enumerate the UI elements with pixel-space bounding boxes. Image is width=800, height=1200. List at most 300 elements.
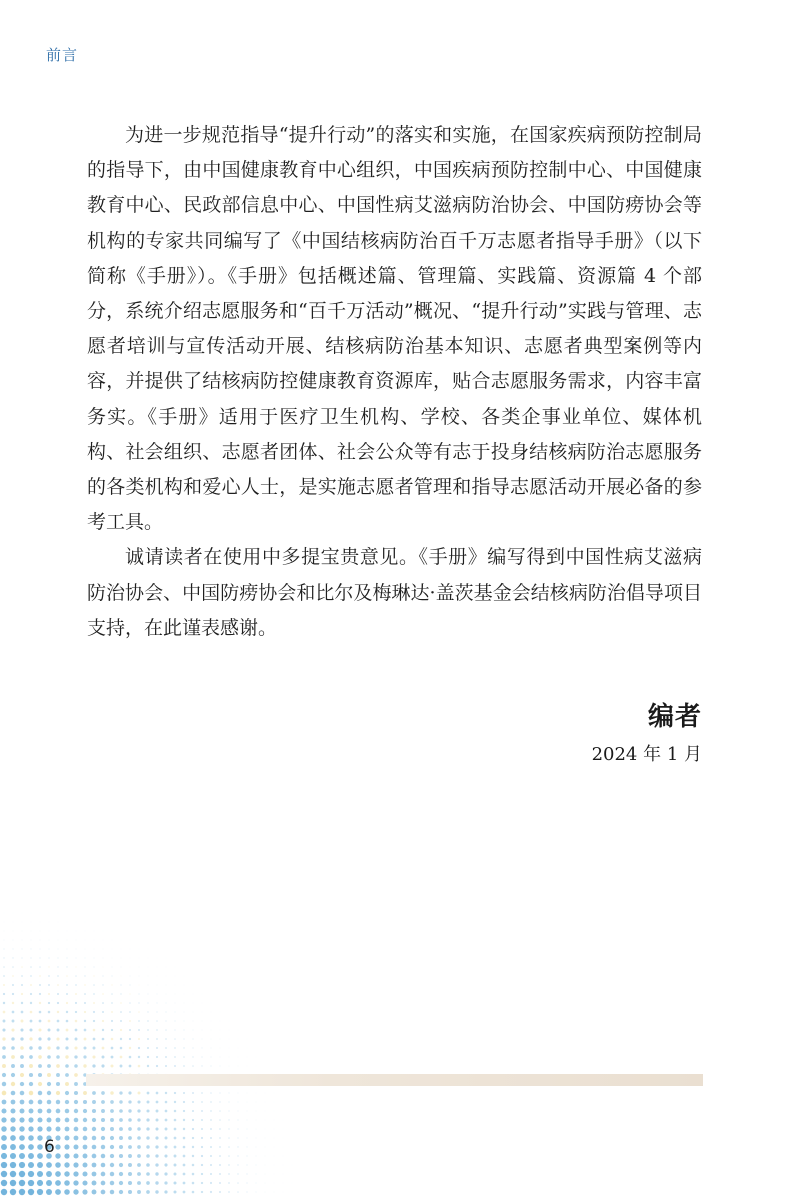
decorative-dot: [21, 1020, 24, 1023]
decorative-dot: [28, 1171, 34, 1177]
decorative-dot: [247, 1093, 248, 1094]
decorative-dot: [174, 1047, 176, 1049]
decorative-dot: [201, 1146, 203, 1148]
decorative-dot: [146, 1190, 150, 1194]
decorative-dot: [265, 1165, 266, 1166]
decorative-dot: [93, 975, 94, 976]
decorative-dot: [39, 948, 40, 949]
decorative-dot: [82, 1171, 87, 1176]
decorative-dot: [92, 1118, 96, 1122]
decorative-dot: [138, 1065, 141, 1068]
decorative-dot: [129, 984, 130, 985]
decorative-dot: [37, 1189, 43, 1195]
decorative-dot: [219, 1182, 221, 1184]
decorative-dot: [292, 1192, 293, 1193]
decorative-dot: [219, 1137, 221, 1139]
decorative-dot: [75, 1029, 78, 1032]
decorative-dot: [246, 1182, 247, 1183]
decorative-dot: [38, 1046, 41, 1049]
decorative-dot: [156, 1092, 159, 1095]
decorative-dot: [120, 1002, 122, 1004]
decorative-dot: [48, 975, 50, 977]
decorative-dot: [46, 1126, 51, 1131]
decorative-dot: [193, 985, 194, 986]
decorative-dot: [65, 1064, 69, 1068]
decorative-dot: [101, 1172, 106, 1177]
decorative-dot: [28, 1189, 34, 1195]
decorative-dot: [192, 1119, 194, 1121]
decorative-dot: [192, 1029, 193, 1030]
decorative-dot: [193, 994, 194, 995]
decorative-dot: [246, 1164, 247, 1165]
decorative-dot: [274, 1192, 275, 1193]
decorative-dot: [21, 975, 23, 977]
decorative-dot: [156, 1038, 158, 1040]
decorative-dot: [28, 1162, 34, 1168]
decorative-dot: [228, 1182, 230, 1184]
decorative-dot: [265, 1111, 266, 1112]
decorative-dot: [228, 1119, 229, 1120]
decorative-dot: [20, 1037, 23, 1040]
decorative-dot: [110, 1163, 114, 1167]
decorative-dot: [28, 1180, 34, 1186]
decorative-dot: [165, 1128, 168, 1131]
decorative-dot: [57, 1002, 59, 1004]
decorative-dot: [211, 1012, 212, 1013]
decorative-dot: [192, 1110, 194, 1112]
decorative-dot: [139, 958, 140, 959]
decorative-dot: [73, 1189, 78, 1194]
decorative-dot: [201, 1047, 202, 1048]
decorative-dot: [256, 1066, 257, 1067]
decorative-dot: [192, 1038, 193, 1039]
decorative-dot: [13, 940, 14, 941]
decorative-dot: [94, 931, 95, 932]
decorative-dot: [93, 1038, 96, 1041]
decorative-dot: [48, 984, 50, 986]
decorative-dot: [73, 1171, 78, 1176]
decorative-dot: [102, 975, 103, 976]
decorative-dot: [47, 1046, 50, 1049]
decorative-dot: [147, 1020, 149, 1022]
decorative-dot: [128, 1091, 131, 1094]
decorative-dot: [55, 1180, 61, 1186]
decorative-dot: [12, 993, 14, 995]
decorative-dot: [13, 922, 14, 923]
decorative-dot: [174, 1029, 175, 1030]
decorative-dot: [21, 948, 22, 949]
decorative-dot: [93, 1047, 96, 1050]
decorative-dot: [119, 1145, 123, 1149]
decorative-dot: [147, 1065, 149, 1067]
decorative-dot: [164, 1181, 167, 1184]
decorative-dot: [237, 1128, 238, 1129]
decorative-dot: [11, 1091, 16, 1096]
decorative-dot: [29, 1109, 34, 1114]
decorative-dot: [165, 1119, 168, 1122]
decorative-dot: [66, 993, 68, 995]
decorative-dot: [165, 1002, 166, 1003]
decorative-dot: [183, 1182, 186, 1185]
decorative-dot: [201, 1128, 203, 1130]
decorative-dot: [201, 1164, 203, 1166]
decorative-dot: [56, 1082, 60, 1086]
decorative-dot: [48, 957, 49, 958]
decorative-dot: [175, 967, 176, 968]
decorative-dot: [174, 1065, 176, 1067]
decorative-dot: [13, 931, 14, 932]
decorative-dot: [84, 975, 85, 976]
decorative-dot: [65, 1118, 70, 1123]
decorative-dot: [128, 1100, 131, 1103]
decorative-dot: [164, 1190, 167, 1193]
decorative-dot: [83, 1118, 87, 1122]
decorative-dot: [220, 1021, 221, 1022]
section-label: 前言: [46, 46, 79, 64]
decorative-dot: [110, 1172, 114, 1176]
decorative-dot: [101, 1190, 106, 1195]
decorative-dot: [165, 1038, 167, 1040]
decorative-dot: [102, 984, 103, 985]
decorative-dot: [20, 1109, 25, 1114]
decorative-dot: [49, 913, 50, 914]
decorative-dot: [21, 1002, 23, 1004]
decorative-dot: [11, 1100, 16, 1105]
decorative-dot: [110, 1181, 115, 1186]
decorative-dot: [220, 1039, 221, 1040]
decorative-dot: [183, 1146, 186, 1149]
decorative-dot: [65, 1100, 69, 1104]
decorative-dot: [165, 1047, 167, 1049]
preface-body: [87, 118, 702, 646]
decorative-dot: [265, 1183, 266, 1184]
decorative-dot: [10, 1153, 16, 1159]
decorative-dot: [102, 966, 103, 967]
decorative-dot: [192, 1164, 195, 1167]
decorative-dot: [46, 1171, 52, 1177]
decorative-dot: [166, 958, 167, 959]
decorative-dot: [256, 1111, 257, 1112]
decorative-dot: [119, 1172, 123, 1176]
decorative-dot: [93, 966, 94, 967]
decorative-dot: [292, 1174, 293, 1175]
decorative-dot: [82, 1180, 87, 1185]
decorative-dot: [75, 1011, 77, 1013]
decorative-dot: [146, 1154, 150, 1158]
decorative-dot: [12, 984, 14, 986]
decorative-dot: [219, 1101, 220, 1102]
decorative-dot: [75, 1038, 78, 1041]
decorative-dot: [3, 948, 4, 949]
decorative-dot: [166, 967, 167, 968]
decorative-dot: [49, 922, 50, 923]
decorative-dot: [103, 958, 104, 959]
decorative-dot: [37, 1153, 43, 1159]
decorative-dot: [156, 1065, 158, 1067]
decorative-dot: [201, 1110, 203, 1112]
decorative-dot: [73, 1153, 78, 1158]
decorative-dot: [20, 1046, 24, 1050]
decorative-dot: [111, 975, 112, 976]
decorative-dot: [228, 1191, 230, 1193]
decorative-dot: [174, 1119, 177, 1122]
decorative-dot: [237, 1173, 238, 1174]
decorative-dot: [92, 1163, 97, 1168]
decorative-dot: [201, 1056, 202, 1057]
decorative-dot: [210, 1128, 212, 1130]
decorative-dot: [56, 1109, 61, 1114]
decorative-dot: [183, 1137, 186, 1140]
decorative-dot: [157, 958, 158, 959]
decorative-dot: [67, 922, 68, 923]
decorative-dot: [28, 1144, 34, 1150]
decorative-dot: [183, 1038, 184, 1039]
decorative-dot: [283, 1156, 284, 1157]
decorative-dot: [47, 1118, 52, 1123]
decorative-dot: [83, 1055, 86, 1058]
decorative-dot: [256, 1093, 257, 1094]
decorative-dot: [228, 1155, 230, 1157]
decorative-dot: [283, 1129, 284, 1130]
decorative-dot: [201, 1182, 203, 1184]
decorative-dot: [229, 1066, 230, 1067]
decorative-dot: [165, 1101, 168, 1104]
decorative-dot: [219, 1191, 221, 1193]
decorative-dot: [129, 1047, 131, 1049]
decorative-dot: [84, 993, 86, 995]
decorative-dot: [166, 976, 167, 977]
decorative-dot: [2, 1046, 6, 1050]
decorative-dot: [83, 1163, 88, 1168]
decorative-dot: [183, 1128, 185, 1130]
decorative-dot: [29, 1028, 32, 1031]
decorative-dot: [1, 1144, 7, 1150]
decorative-dot: [75, 993, 77, 995]
decorative-dot: [184, 1012, 185, 1013]
decorative-dot: [147, 1056, 149, 1058]
decorative-dot: [111, 1029, 113, 1031]
decorative-dot: [30, 1011, 33, 1014]
decorative-dot: [274, 1138, 275, 1139]
decorative-dot: [110, 1064, 113, 1067]
decorative-dot: [75, 1002, 77, 1004]
decorative-dot: [12, 966, 14, 968]
decorative-dot: [147, 1092, 150, 1095]
decorative-dot: [192, 1191, 195, 1194]
decorative-dot: [57, 975, 59, 977]
decorative-dot: [65, 1037, 68, 1040]
decorative-dot: [11, 1037, 14, 1040]
decorative-dot: [112, 949, 113, 950]
decorative-dot: [101, 1127, 105, 1131]
decorative-dot: [2, 1091, 7, 1096]
decorative-dot: [57, 993, 59, 995]
decorative-dot: [128, 1172, 132, 1176]
decorative-dot: [47, 1055, 51, 1059]
decorative-dot: [56, 1118, 61, 1123]
decorative-dot: [49, 931, 50, 932]
decorative-dot: [255, 1173, 256, 1174]
decorative-dot: [46, 1189, 52, 1195]
decorative-dot: [11, 1082, 15, 1086]
decorative-dot: [174, 1155, 177, 1158]
decorative-dot: [120, 1038, 122, 1040]
decorative-dot: [119, 1091, 122, 1094]
decorative-dot: [57, 1011, 59, 1013]
decorative-dot: [101, 1100, 105, 1104]
decorative-dot: [220, 1012, 221, 1013]
decorative-dot: [246, 1155, 247, 1156]
decorative-dot: [148, 949, 149, 950]
decorative-dot: [12, 1020, 15, 1023]
decorative-dot: [37, 1180, 43, 1186]
decorative-dot: [84, 1011, 86, 1013]
decorative-dot: [93, 1002, 95, 1004]
decorative-dot: [155, 1136, 158, 1139]
decorative-dot: [246, 1173, 247, 1174]
decorative-dot: [183, 1101, 185, 1103]
decorative-dot: [85, 922, 86, 923]
decorative-dot: [64, 1189, 70, 1195]
decorative-dot: [237, 1155, 238, 1156]
decorative-dot: [156, 1056, 158, 1058]
decorative-dot: [238, 1066, 239, 1067]
decorative-dot: [237, 1182, 239, 1184]
decorative-dot: [165, 1056, 167, 1058]
decorative-dot: [210, 1155, 212, 1157]
decorative-dot: [56, 1091, 60, 1095]
decorative-dot: [228, 1110, 229, 1111]
decorative-dot: [111, 984, 112, 985]
decorative-dot: [129, 1011, 131, 1013]
decorative-dot: [58, 931, 59, 932]
decorative-dot: [174, 1173, 177, 1176]
decorative-dot: [129, 1056, 132, 1059]
decorative-dot: [155, 1163, 158, 1166]
decorative-dot: [57, 1029, 60, 1032]
decorative-dot: [40, 940, 41, 941]
decorative-dot: [2, 1028, 5, 1031]
decorative-dot: [265, 1192, 266, 1193]
decorative-dot: [57, 1020, 60, 1023]
decorative-dot: [19, 1144, 25, 1150]
decorative-dot: [38, 1055, 42, 1059]
decorative-dot: [256, 1120, 257, 1121]
decorative-dot: [237, 1119, 238, 1120]
decorative-dot: [201, 1137, 203, 1139]
decorative-dot: [265, 1093, 266, 1094]
decorative-dot: [192, 1137, 194, 1139]
decorative-dot: [147, 1101, 150, 1104]
decorative-dot: [192, 1173, 195, 1176]
decorative-dot: [183, 1047, 184, 1048]
decorative-dot: [83, 1145, 88, 1150]
decorative-dot: [274, 1183, 275, 1184]
decorative-dot: [202, 1021, 203, 1022]
decorative-dot: [228, 1146, 230, 1148]
decorative-dot: [56, 1055, 60, 1059]
decorative-dot: [139, 949, 140, 950]
decorative-dot: [4, 931, 5, 932]
decorative-dot: [119, 1100, 122, 1103]
decorative-dot: [183, 1056, 185, 1058]
decorative-dot: [11, 1055, 15, 1059]
decorative-dot: [12, 1002, 14, 1004]
decorative-dot: [30, 993, 32, 995]
decorative-dot: [229, 1048, 230, 1049]
decorative-dot: [283, 1120, 284, 1121]
decorative-dot: [211, 1039, 212, 1040]
decorative-dot: [83, 1046, 86, 1049]
decorative-dot: [55, 1171, 61, 1177]
decorative-dot: [37, 1117, 42, 1122]
decorative-dot: [111, 1056, 114, 1059]
decorative-dot: [92, 1100, 96, 1104]
decorative-dot: [228, 1101, 229, 1102]
decorative-dot: [210, 1137, 212, 1139]
decorative-dot: [111, 1047, 114, 1050]
decorative-dot: [183, 1110, 185, 1112]
decorative-dot: [94, 940, 95, 941]
decorative-dot: [228, 1128, 229, 1129]
decorative-dot: [37, 1126, 42, 1131]
decorative-dot: [48, 1011, 51, 1014]
decorative-dot: [121, 940, 122, 941]
decorative-dot: [82, 1189, 87, 1194]
decorative-dot: [76, 949, 77, 950]
decorative-dot: [30, 948, 31, 949]
decorative-dot: [56, 1100, 60, 1104]
decorative-dot: [146, 1118, 149, 1121]
decorative-dot: [2, 1082, 6, 1086]
decorative-dot: [138, 984, 139, 985]
decorative-dot: [283, 1174, 284, 1175]
decorative-dot: [283, 1147, 284, 1148]
decorative-dot: [210, 1056, 211, 1057]
decorative-dot: [147, 1011, 148, 1012]
decorative-dot: [73, 1162, 78, 1167]
decorative-dot: [121, 949, 122, 950]
decorative-dot: [147, 993, 148, 994]
decorative-dot: [1, 1117, 6, 1122]
decorative-dot: [31, 931, 32, 932]
decorative-dot: [184, 994, 185, 995]
decorative-dot: [57, 984, 59, 986]
decorative-dot: [174, 1164, 177, 1167]
decorative-dot: [292, 1165, 293, 1166]
decorative-dot: [157, 994, 158, 995]
decorative-dot: [137, 1145, 141, 1149]
decorative-dot: [101, 1154, 106, 1159]
decorative-dot: [92, 1127, 96, 1131]
decorative-dot: [30, 975, 32, 977]
decorative-dot: [201, 1038, 202, 1039]
decorative-dot: [137, 1190, 141, 1194]
decorative-dot: [246, 1146, 247, 1147]
decorative-dot: [175, 985, 176, 986]
decorative-dot: [83, 1136, 88, 1141]
decorative-dot: [157, 967, 158, 968]
decorative-dot: [146, 1181, 150, 1185]
decorative-dot: [3, 966, 5, 968]
decorative-dot: [74, 1091, 78, 1095]
decorative-dot: [29, 1064, 33, 1068]
decorative-dot: [128, 1136, 132, 1140]
decorative-dot: [256, 1156, 257, 1157]
decorative-dot: [74, 1127, 79, 1132]
decorative-dot: [74, 1118, 79, 1123]
decorative-dot: [48, 966, 49, 967]
